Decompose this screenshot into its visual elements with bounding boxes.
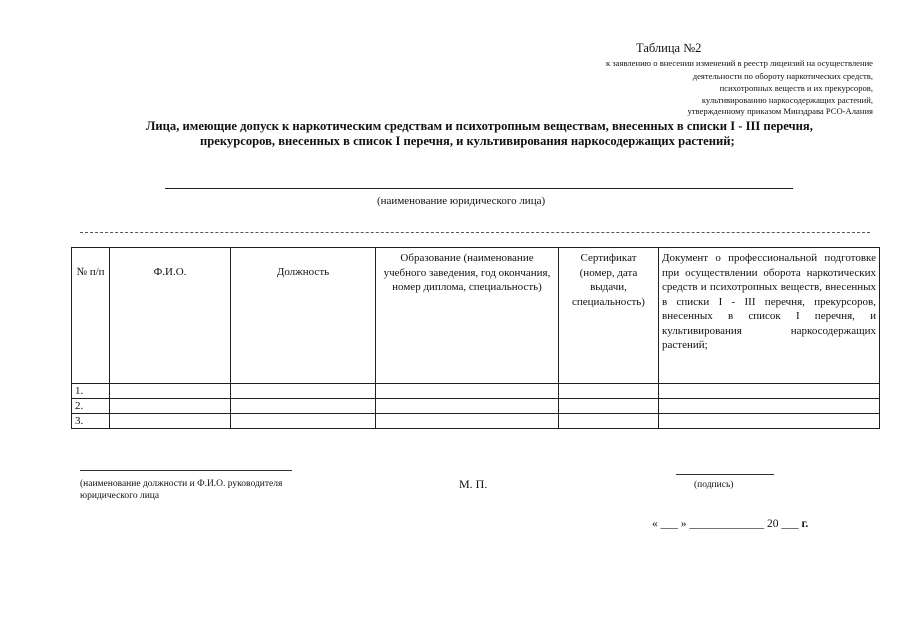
head-caption-line-1: (наименование должности и Ф.И.О. руководителя xyxy=(80,479,283,489)
personnel-table xyxy=(71,247,880,429)
cell-education[interactable] xyxy=(376,414,559,429)
cell-position[interactable] xyxy=(231,384,376,399)
cell-education[interactable] xyxy=(376,384,559,399)
appendix-note-line-5: утвержденному приказом Минздрава РСО-Алания xyxy=(687,106,873,116)
legal-entity-caption: (наименование юридического лица) xyxy=(377,195,546,207)
cell-fio[interactable] xyxy=(110,384,231,399)
appendix-note-line-1: к заявлению о внесении изменений в реестр лицензий на осуществление xyxy=(605,58,873,68)
cell-certificate[interactable] xyxy=(559,384,659,399)
table-row xyxy=(72,414,880,429)
cell-position[interactable] xyxy=(231,414,376,429)
table-number-label: Таблица №2 xyxy=(636,41,702,55)
signature-caption: (подпись) xyxy=(694,480,734,490)
legal-entity-name-field[interactable] xyxy=(165,188,793,189)
year-suffix: г. xyxy=(801,518,809,530)
column-header-certificate: Сертификат (номер, дата выдачи, специальность) xyxy=(559,248,659,384)
appendix-note-line-2: деятельности по обороту наркотических средств, xyxy=(692,71,873,81)
column-header-position: Должность xyxy=(231,248,376,384)
column-header-education: Образование (наименование учебного заведения, год окончания, номер диплома, специальность) xyxy=(376,248,559,384)
cell-fio[interactable] xyxy=(110,414,231,429)
head-caption-line-2: юридического лица xyxy=(80,491,160,502)
table-header-row xyxy=(72,248,880,384)
stamp-place-label: М. П. xyxy=(459,477,488,491)
divider-line xyxy=(80,232,870,233)
cell-education[interactable] xyxy=(376,399,559,414)
document-heading-line-1: Лица, имеющие допуск к наркотическим средствам и психотропным веществам, внесенных в списки I - III перечня, xyxy=(146,119,813,133)
column-header-number: № п/п xyxy=(72,248,110,384)
cell-certificate[interactable] xyxy=(559,399,659,414)
appendix-note-line-4: культивированию наркосодержащих растений, xyxy=(701,95,873,105)
cell-fio[interactable] xyxy=(110,399,231,414)
row-number: 2. xyxy=(72,399,110,414)
row-number: 3. xyxy=(72,414,110,429)
row-number: 1. xyxy=(72,384,110,399)
cell-training-document[interactable] xyxy=(659,399,880,414)
cell-training-document[interactable] xyxy=(659,414,880,429)
head-caption xyxy=(80,478,330,503)
head-name-field[interactable] xyxy=(80,470,292,471)
document-heading-line-2: прекурсоров, внесенных в список I перечня, и культивирования наркосодержащих растений; xyxy=(200,134,735,148)
column-header-training-document: Документ о профессиональной подготовке при осуществлении оборота наркотических средств и психотропных веществ, внесенных в списки I - III перечня, прекурсоров, внесенных в список I перечня, и культивирования наркосодержащих растений; xyxy=(659,248,880,384)
appendix-note-line-3: психотропных веществ и их прекурсоров, xyxy=(719,83,873,93)
date-field[interactable] xyxy=(652,518,808,530)
table-row xyxy=(72,399,880,414)
cell-position[interactable] xyxy=(231,399,376,414)
cell-certificate[interactable] xyxy=(559,414,659,429)
column-header-fio: Ф.И.О. xyxy=(110,248,231,384)
cell-training-document[interactable] xyxy=(659,384,880,399)
table-row xyxy=(72,384,880,399)
date-blanks: « ___ » _____________ 20 ___ xyxy=(652,518,799,530)
signature-field[interactable] xyxy=(676,474,774,475)
